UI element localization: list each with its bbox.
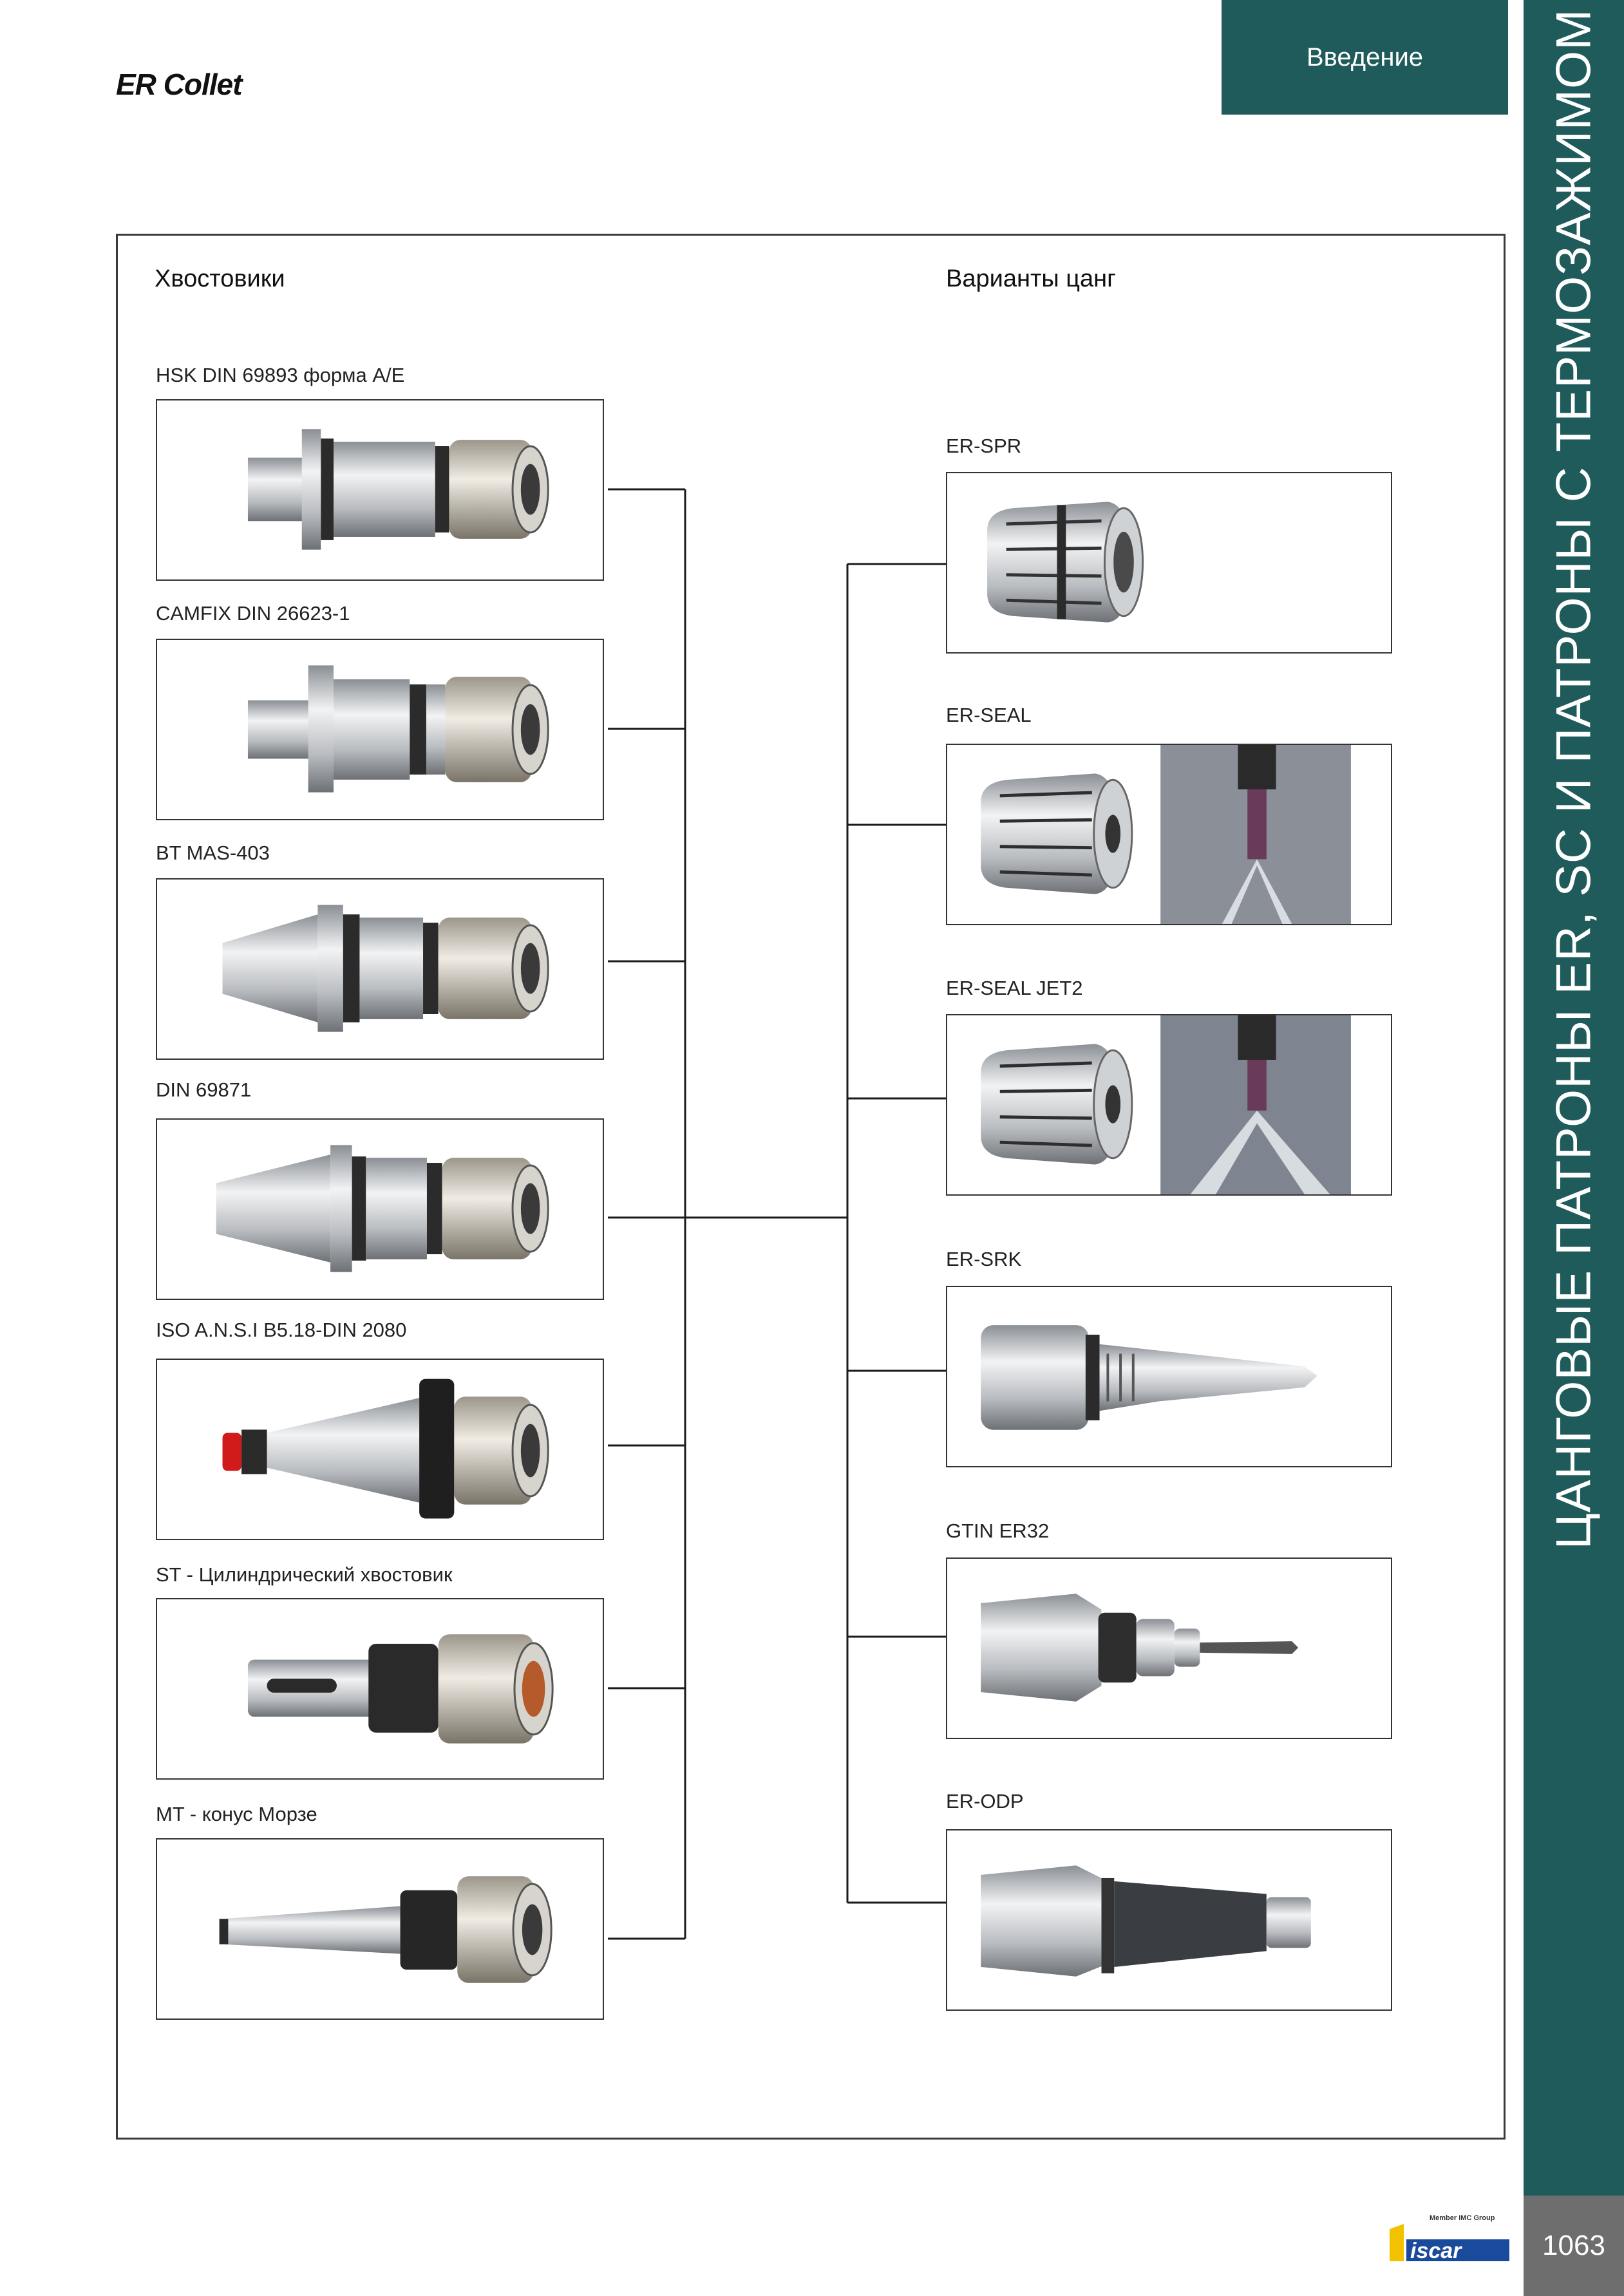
shank-image-cylindrical [156,1598,604,1780]
bt-holder-image [157,880,603,1059]
collet-label-er-odp: ER-ODP [946,1790,1024,1812]
shank-label-iso: ISO A.N.S.I B5.18-DIN 2080 [156,1319,407,1341]
odp-image [947,1830,1391,2009]
collet-image-gtin [946,1557,1392,1739]
shank-image-din [156,1118,604,1300]
collet-image-er-seal-jet2 [946,1014,1392,1196]
shank-image-bt [156,878,604,1060]
collet-label-er-srk: ER-SRK [946,1248,1022,1270]
shank-label-bt: BT MAS-403 [156,842,270,864]
jet-collet-image [947,1015,1391,1194]
page-number: 1063 [1524,2196,1624,2296]
sealed-collet-image [947,745,1391,924]
camfix-holder-image [157,640,603,819]
extension-image [947,1287,1391,1466]
company-logo [1384,2210,1513,2268]
collet-image-er-seal [946,744,1392,925]
collet-label-gtin: GTIN ER32 [946,1520,1050,1542]
collets-heading: Варианты цанг [946,265,1116,292]
collet-image-er-srk [946,1286,1392,1467]
shank-label-din: DIN 69871 [156,1078,252,1101]
collet-label-er-spr: ER-SPR [946,435,1022,457]
shank-image-camfix [156,639,604,820]
collet-image [947,473,1391,652]
collet-image-er-odp [946,1829,1392,2011]
gtin-image [947,1559,1391,1738]
shank-label-cylindrical: ST - Цилиндрический хвостовик [156,1563,453,1586]
sidebar [1524,0,1624,2196]
hsk-holder-image [157,400,603,579]
morse-taper-holder-image [157,1840,603,2018]
logo-caption: Member IMC Group [1430,2214,1495,2222]
collet-image-er-spr [946,472,1392,654]
sidebar-title: ЦАНГОВЫЕ ПАТРОНЫ ER, SC И ПАТРОНЫ С ТЕРМОЗАЖИМОМ [1546,8,1601,1550]
shank-label-hsk: HSK DIN 69893 форма A/E [156,364,405,386]
cylindrical-holder-image [157,1599,603,1778]
logo-text: iscar [1410,2239,1462,2263]
section-tab[interactable]: Введение [1222,0,1508,115]
shank-label-camfix: CAMFIX DIN 26623-1 [156,602,350,625]
shanks-heading: Хвостовики [155,265,285,292]
iso-holder-image [157,1360,603,1539]
din-holder-image [157,1120,603,1299]
brand-title: ER Collet [116,68,242,101]
shank-image-hsk [156,399,604,581]
shank-label-morse: MT - конус Морзе [156,1803,317,1825]
collet-label-er-seal-jet2: ER-SEAL JET2 [946,977,1083,999]
shank-image-morse [156,1838,604,2020]
collet-label-er-seal: ER-SEAL [946,704,1032,726]
shank-image-iso [156,1359,604,1540]
